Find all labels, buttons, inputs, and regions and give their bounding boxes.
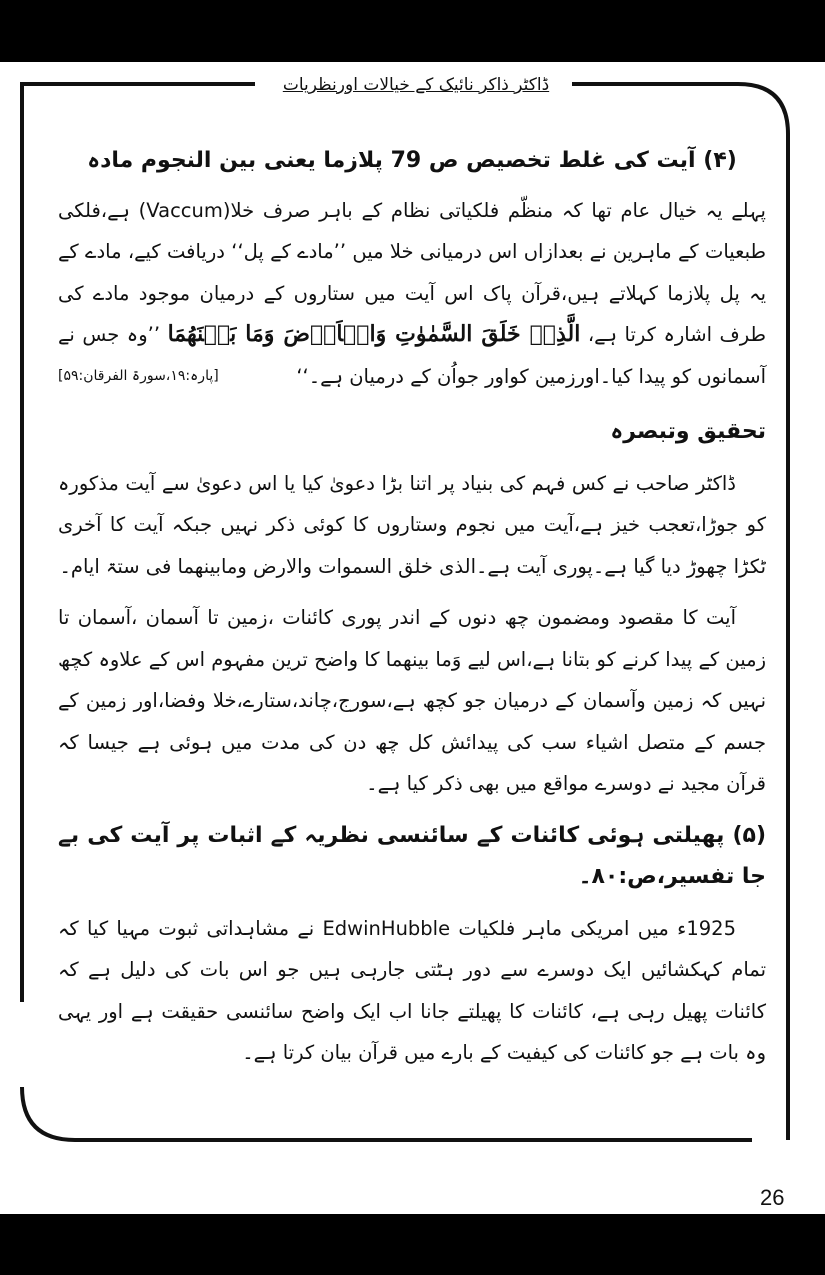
vaccum-term: Vaccum xyxy=(146,198,223,222)
page-body xyxy=(58,140,766,1084)
page-number: 26 xyxy=(760,1185,785,1210)
section-5-text-b: نے مشاہداتی ثبوت مہیا کیا کہ تمام کہکشائیں ایک دوسرے سے دور ہٹتی جارہی ہیں جو اس بات کی دلیل ہے کہ کائنات پھیل رہی ہے، کائنات کا پھیلتے جانا اب ایک واضح سائنسی حقیقت ہے اور یہی وہ بات ہے جو کائنات کی کیفیت کے بارے میں قرآن بیان کرتا ہے۔ xyxy=(58,916,766,1064)
year-1925: 1925 xyxy=(686,916,736,940)
section-4-text-b: ) ہے،فلکی طبعیات کے ماہرین نے بعدازاں اس درمیانی خلا میں ’’مادے کے پل‘‘ دریافت کیے، مادے کے یہ پل پلازما کہلاتے ہیں،قرآن پاک اس آیت میں ستاروں کے درمیان موجود مادے کی طرف اشارہ کرتا ہے، xyxy=(58,198,767,346)
verse-reference: [پارہ:۱۹،سورۃ الفرقان:۵۹] xyxy=(58,367,219,384)
verse-translation: ’’وہ جس نے آسمانوں کو پیدا کیا۔اورزمین کواور جواُن کے درمیان ہے۔‘‘ xyxy=(58,323,766,388)
section-4-heading: (۴) آیت کی غلط تخصیص ص 79 پلازما یعنی بین النجوم مادہ xyxy=(87,148,737,173)
review-paragraph-1: ڈاکٹر صاحب نے کس فہم کی بنیاد پر اتنا بڑا دعویٰ کیا یا اس دعویٰ سے آیت مذکورہ کو جوڑا،تعجب خیز ہے،آیت میں نجوم وستاروں کا کوئی ذکر نہیں جبکہ آیت کا آخری ٹکڑا چھوڑ دیا گیا ہے۔پوری آیت ہے۔الذی خلق السموات والارض ومابینھما فی ستۃ ایام۔ xyxy=(58,471,766,578)
section-4-text-a: پہلے یہ خیال عام تھا کہ منظّم فلکیاتی نظام کے باہر صرف خلا( xyxy=(222,198,766,222)
quran-verse: الَّذِىۡ خَلَقَ السَّمٰوٰتِ وَالۡاَرۡضَ وَمَا بَيۡنَهُمَا xyxy=(167,321,581,347)
review-paragraph-2: آیت کا مقصود ومضمون چھ دنوں کے اندر پوری کائنات ،زمین تا آسمان ،آسمان تا زمین کے پیدا کرنے کو بتانا ہے،اس لیے وَما بینھما کا واضح ترین مفہوم اس کے علاوہ کچھ نہیں کہ زمین وآسمان کے درمیان جو کچھ ہے،سورج،چاند،ستارے،خلا وفضا،اور زمین کے جسم کے متصل اشیاء سب کی پیدائش کل چھ دن کی مدت میں ہوئی ہے جیسا کہ قرآن مجید نے دوسرے مواقع میں بھی ذکر کیا ہے۔ xyxy=(58,606,766,795)
bottom-black-bar xyxy=(0,1214,825,1275)
review-heading: تحقیق وتبصرہ xyxy=(610,419,766,444)
running-header xyxy=(260,74,572,95)
running-title: ڈاکٹر ذاکر نائیک کے خیالات اورنظریات xyxy=(282,75,550,95)
section-4-paragraph xyxy=(58,190,766,398)
section-5-heading: (۵) پھیلتی ہوئی کائنات کے سائنسی نظریہ کے اثبات پر آیت کی بے جا تفسیر،ص:۸۰۔ xyxy=(58,822,766,889)
top-black-bar xyxy=(0,0,825,62)
section-5-text-a: ء میں امریکی ماہر فلکیات xyxy=(450,916,687,940)
section-5-paragraph xyxy=(58,908,766,1074)
edwin-hubble-name: EdwinHubble xyxy=(322,916,451,940)
